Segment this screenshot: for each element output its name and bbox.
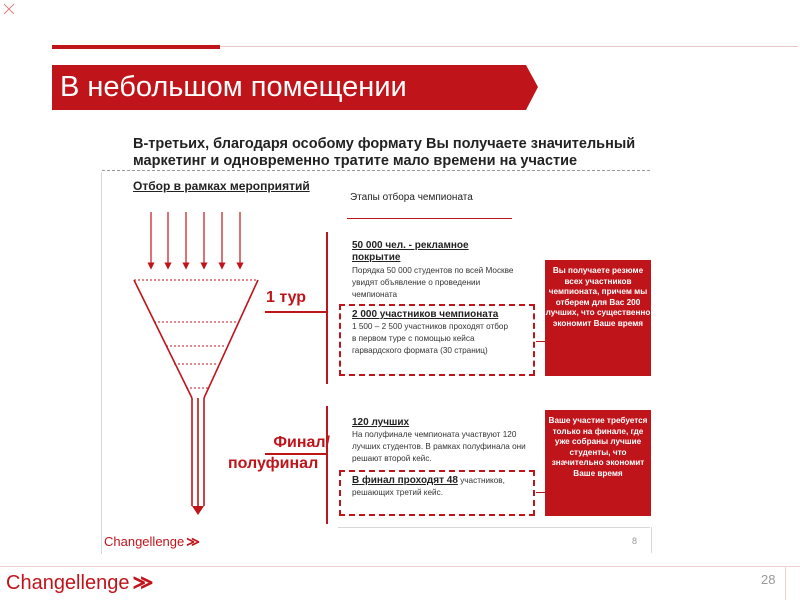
corner-rule <box>785 566 786 600</box>
left-subtitle: Отбор в рамках мероприятий <box>133 179 310 193</box>
inner-right-rule <box>651 527 652 553</box>
footer-rule <box>0 566 800 567</box>
logo-arrows-icon: ≫ <box>132 572 154 594</box>
inner-bottom-rule <box>338 527 650 528</box>
close-icon <box>2 2 16 16</box>
stage1-block1-title: 50 000 чел. - рекламное покрытие <box>352 240 469 263</box>
inner-left-rule <box>101 172 102 554</box>
stage2-bracket <box>326 406 334 524</box>
stage1-block2-body: 1 500 – 2 500 участников проходят отбор в первом туре с помощью кейса гарвардского формата (30 страниц) <box>352 322 509 355</box>
stage1-connector <box>265 311 327 313</box>
footer-logo-text: Changellenge <box>6 572 130 594</box>
stage2-connector <box>265 453 327 455</box>
stage1-callout: Вы получаете резюме всех участников чемпионата, причем мы отберем для Вас 200 лучших, что существенно экономит Ваше время <box>545 260 651 376</box>
stage-label-semifinal: полуфинал <box>228 455 319 472</box>
stage1-block1-body: Порядка 50 000 студентов по всей Москве увидят объявление о проведении чемпионата <box>352 266 514 299</box>
right-subtitle: Этапы отбора чемпионата <box>350 192 473 203</box>
inner-top-rule <box>102 170 650 171</box>
page-number: 28 <box>761 572 776 587</box>
stage2-callout: Ваше участие требуется только на финале, где уже собраны лучшие студенты, что значительно экономит Ваше время <box>545 410 651 516</box>
stage2-block2 <box>352 475 528 499</box>
stage2-block2-title: В финал проходят 48 <box>352 475 458 486</box>
logo-arrows-icon: ≫ <box>186 534 200 549</box>
down-arrow-icon <box>151 212 240 266</box>
footer-logo <box>6 570 153 595</box>
stage2-block1-body: На полуфинале чемпионата участвуют 120 лучших студентов. В рамках полуфинала они решают второй кейс. <box>352 430 526 463</box>
stage2-block2-body: участников, решающих третий кейс. <box>352 476 505 497</box>
inner-logo <box>104 534 200 550</box>
right-subtitle-underline <box>347 218 512 219</box>
stage-label-final-line1: Финал/ <box>273 434 330 451</box>
stage-label-round1: 1 тур <box>266 289 307 306</box>
stage2-block1-title: 120 лучших <box>352 417 410 428</box>
top-rule <box>220 46 798 47</box>
top-accent-line <box>52 45 220 49</box>
inner-heading: В-третьих, благодаря особому формату Вы получаете значительный маркетинг и одновременно тратите мало времени на участие <box>133 136 636 169</box>
page-title: В небольшом помещении <box>60 71 407 103</box>
stage1-bracket <box>326 232 334 384</box>
stage-label-final <box>266 433 330 453</box>
title-bar <box>52 65 538 110</box>
funnel-icon <box>134 280 258 508</box>
stage1-block2-title: 2 000 участников чемпионата <box>352 309 499 320</box>
inner-page-number: 8 <box>632 536 638 546</box>
inner-logo-text: Changellenge <box>104 534 185 549</box>
